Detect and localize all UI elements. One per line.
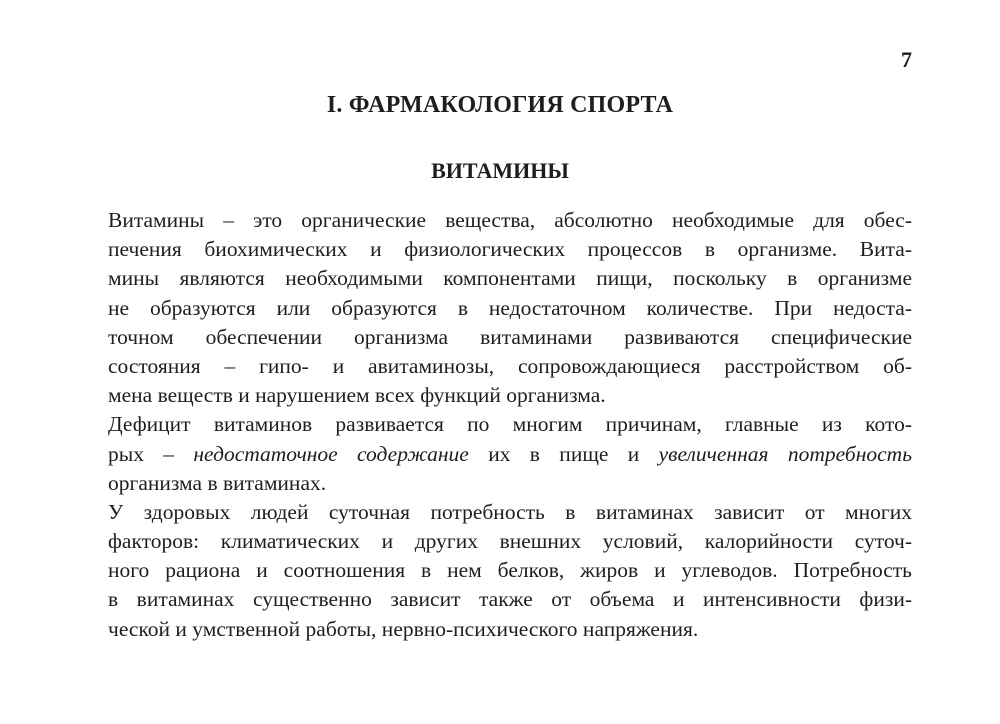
- line-text-middle: их в пище и: [468, 441, 659, 466]
- chapter-title: I. ФАРМАКОЛОГИЯ СПОРТА: [326, 92, 674, 118]
- paragraph-line: ного рациона и соотношения в нем белков, жиров и углеводов. Потребность: [108, 558, 912, 583]
- paragraph-line: печения биохимических и физиологических процессов в организме. Вита-: [108, 237, 912, 262]
- paragraph-line: Витамины – это органические вещества, абсолютно необходимые для обес-: [108, 208, 912, 232]
- paragraph-line: Дефицит витаминов развивается по многим причинам, главные из кото-: [108, 412, 912, 437]
- italic-phrase-insufficient-content: недостаточное содержание: [193, 441, 469, 466]
- page-number: 7: [901, 47, 912, 72]
- paragraph-line-italic-mix: [108, 440, 912, 469]
- paragraph-line: в витаминах существенно зависит также от объема и интенсивности физи-: [108, 587, 912, 612]
- paragraph-line: точном обеспечении организма витаминами развиваются специфические: [108, 324, 912, 349]
- section-title: ВИТАМИНЫ: [431, 158, 569, 183]
- paragraph-line: факторов: климатических и других внешних условий, калорийности суточ-: [108, 529, 912, 554]
- paragraph-line: состояния – гипо- и авитаминозы, сопровождающиеся расстройством об-: [108, 353, 912, 378]
- line-text-before: рых –: [108, 441, 194, 466]
- italic-phrase-increased-need: увеличенная потребность: [658, 441, 912, 466]
- body-text: [108, 206, 912, 644]
- paragraph-line: организма в витаминах.: [108, 470, 327, 495]
- paragraph-line: ческой и умственной работы, нервно-психического напряжения.: [108, 616, 699, 641]
- paragraph-line: У здоровых людей суточная потребность в витаминах зависит от многих: [108, 499, 912, 524]
- paragraph-line: не образуются или образуются в недостаточном количестве. При недоста-: [108, 295, 912, 320]
- paragraph-line: мины являются необходимыми компонентами пищи, поскольку в организме: [108, 266, 912, 291]
- paragraph-line: мена веществ и нарушением всех функций организма.: [108, 383, 606, 408]
